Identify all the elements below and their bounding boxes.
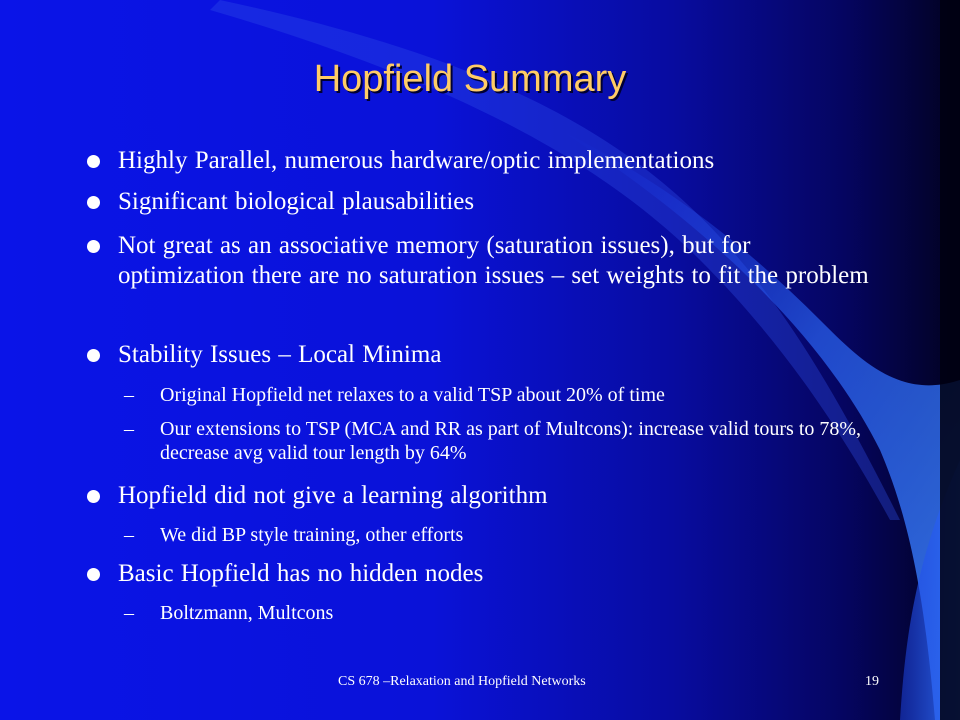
bullet-item (118, 187, 878, 217)
bullet-text: Highly Parallel, numerous hardware/optic implementations (118, 147, 715, 174)
bullet-text: Basic Hopfield has no hidden nodes (118, 560, 484, 587)
bullet-item (118, 559, 878, 589)
slide-title: Hopfield Summary (313, 58, 627, 100)
sub-bullet-text: Our extensions to TSP (MCA and RR as part of Multcons): increase valid tours to 78%, decrease avg valid tour length by 64% (160, 418, 862, 464)
bullet-dot-icon (87, 240, 100, 253)
bullet-dot-icon (87, 490, 100, 503)
sub-bullet-dash: – (124, 418, 134, 440)
sub-bullet-text: We did BP style training, other efforts (160, 524, 464, 546)
footer-title: CS 678 –Relaxation and Hopfield Networks (338, 674, 586, 689)
bullet-text: Stability Issues – Local Minima (118, 341, 442, 368)
slide-footer (0, 674, 960, 694)
sub-bullet-dash: – (124, 602, 134, 624)
bullet-dot-icon (87, 568, 100, 581)
bullet-item (118, 146, 878, 176)
bullet-item (118, 340, 878, 370)
page-number: 19 (865, 674, 879, 689)
sub-bullet-dash: – (124, 384, 134, 406)
sub-bullet-item (124, 383, 880, 407)
bullet-item (118, 231, 878, 291)
bullet-text: Hopfield did not give a learning algorithm (118, 482, 548, 509)
sub-bullet-item (124, 601, 880, 625)
sub-bullet-dash: – (124, 524, 134, 546)
sub-bullet-text: Boltzmann, Multcons (160, 602, 334, 624)
bullet-dot-icon (87, 196, 100, 209)
bullet-item (118, 481, 878, 511)
bullet-dot-icon (87, 349, 100, 362)
bullet-dot-icon (87, 155, 100, 168)
sub-bullet-item (124, 523, 880, 547)
sub-bullet-text: Original Hopfield net relaxes to a valid TSP about 20% of time (160, 384, 665, 406)
bullet-text: Significant biological plausabilities (118, 188, 475, 215)
bullet-text: Not great as an associative memory (saturation issues), but for optimization there are no saturation issues – set weights to fit the problem (118, 232, 869, 289)
sub-bullet-item (124, 417, 880, 465)
